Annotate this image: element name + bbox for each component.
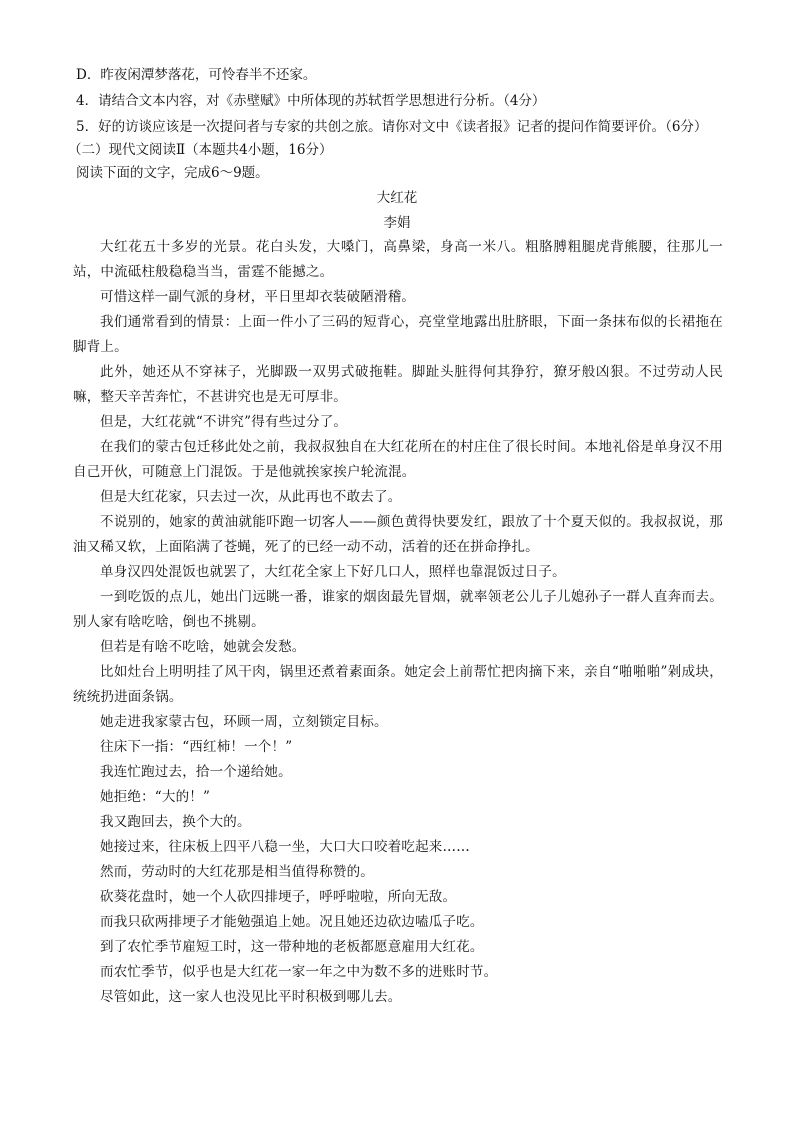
paragraph: 她拒绝：“大的！” (100, 789, 211, 805)
paragraph: 一到吃饭的点儿，她出门远眺一番，谁家的烟囱最先冒烟，就率领老公儿子儿媳孙子一群人直奔而去。别人家有啥吃啥，倒也不挑剔。 (73, 589, 723, 630)
paragraph: 但是，大红花就“不讲究”得有些过分了。 (100, 414, 348, 430)
paragraph: 在我们的蒙古包迁移此处之前，我叔叔独自在大红花所在的村庄住了很长时间。本地礼俗是单身汉不用自己开伙，可随意上门混饭。于是他就挨家挨户轮流混。 (73, 439, 723, 480)
paragraph: 不说别的，她家的黄油就能吓跑一切客人——颜色黄得快要发红，跟放了十个夏天似的。我叔叔说，那油又稀又软，上面陷满了苍蝇，死了的已经一动不动，活着的还在拼命挣扎。 (73, 514, 723, 555)
paragraph: 我们通常看到的情景：上面一件小了三码的短背心，亮堂堂地露出肚脐眼，下面一条抹布似的长裙拖在脚背上。 (73, 314, 723, 355)
paragraph: 砍葵花盘时，她一个人砍四排埂子，呼呼啦啦，所向无敌。 (100, 889, 457, 905)
paragraph: 她走进我家蒙古包，环顾一周，立刻锁定目标。 (100, 714, 388, 730)
reading-instruction: 阅读下面的文字，完成6～9题。 (76, 165, 269, 181)
paragraph: 单身汉四处混饭也就罢了，大红花全家上下好几口人，照样也靠混饭过日子。 (100, 564, 566, 580)
paragraph: 尽管如此，这一家人也没见比平时积极到哪儿去。 (100, 989, 402, 1005)
question-4: 4．请结合文本内容，对《赤壁赋》中所体现的苏轼哲学思想进行分析。（4分） (76, 93, 546, 109)
paragraph: 而我只砍两排埂子才能勉强追上她。况且她还边砍边嗑瓜子吃。 (100, 914, 484, 930)
article-body (73, 235, 723, 1010)
option-d: D．昨夜闲潭梦落花，可怜春半不还家。 (76, 67, 317, 83)
paragraph: 往床下一指：“西红柿！一个！” (100, 739, 293, 755)
paragraph: 我又跑回去，换个大的。 (100, 814, 251, 830)
paragraph: 但是大红花家，只去过一次，从此再也不敢去了。 (100, 489, 402, 505)
paragraph: 可惜这样一副气派的身材，平日里却衣装破陋滑稽。 (100, 289, 416, 305)
paragraph: 到了农忙季节雇短工时，这一带种地的老板都愿意雇用大红花。 (100, 939, 484, 955)
question-5: 5．好的访谈应该是一次提问者与专家的共创之旅。请你对文中《读者报》记者的提问作简要评价。（6分） (76, 119, 708, 135)
article-author: 李娟 (383, 215, 411, 231)
paragraph: 比如灶台上明明挂了风干肉，锅里还煮着素面条。她定会上前帮忙把肉摘下来，亲自“啪啪啪”剁成块，统统扔进面条锅。 (73, 664, 723, 705)
paragraph: 然而，劳动时的大红花那是相当值得称赞的。 (100, 864, 374, 880)
paragraph: 大红花五十多岁的光景。花白头发，大嗓门，高鼻梁，身高一米八。粗胳膊粗腿虎背熊腰，往那儿一站，中流砥柱般稳稳当当，雷霆不能撼之。 (73, 239, 723, 280)
paragraph: 我连忙跑过去，拾一个递给她。 (100, 764, 292, 780)
article-title: 大红花 (376, 190, 418, 206)
section-heading: （二）现代文阅读Ⅱ（本题共4小题，16分） (68, 142, 333, 158)
paragraph: 她接过来，往床板上四平八稳一坐，大口大口咬着吃起来…… (100, 839, 470, 855)
paragraph: 而农忙季节，似乎也是大红花一家一年之中为数不多的进账时节。 (100, 964, 498, 980)
paragraph: 但若是有啥不吃啥，她就会发愁。 (100, 639, 306, 655)
paragraph: 此外，她还从不穿袜子，光脚趿一双男式破拖鞋。脚趾头脏得何其狰狞，獠牙般凶狠。不过劳动人民嘛，整天辛苦奔忙，不甚讲究也是无可厚非。 (73, 364, 723, 405)
